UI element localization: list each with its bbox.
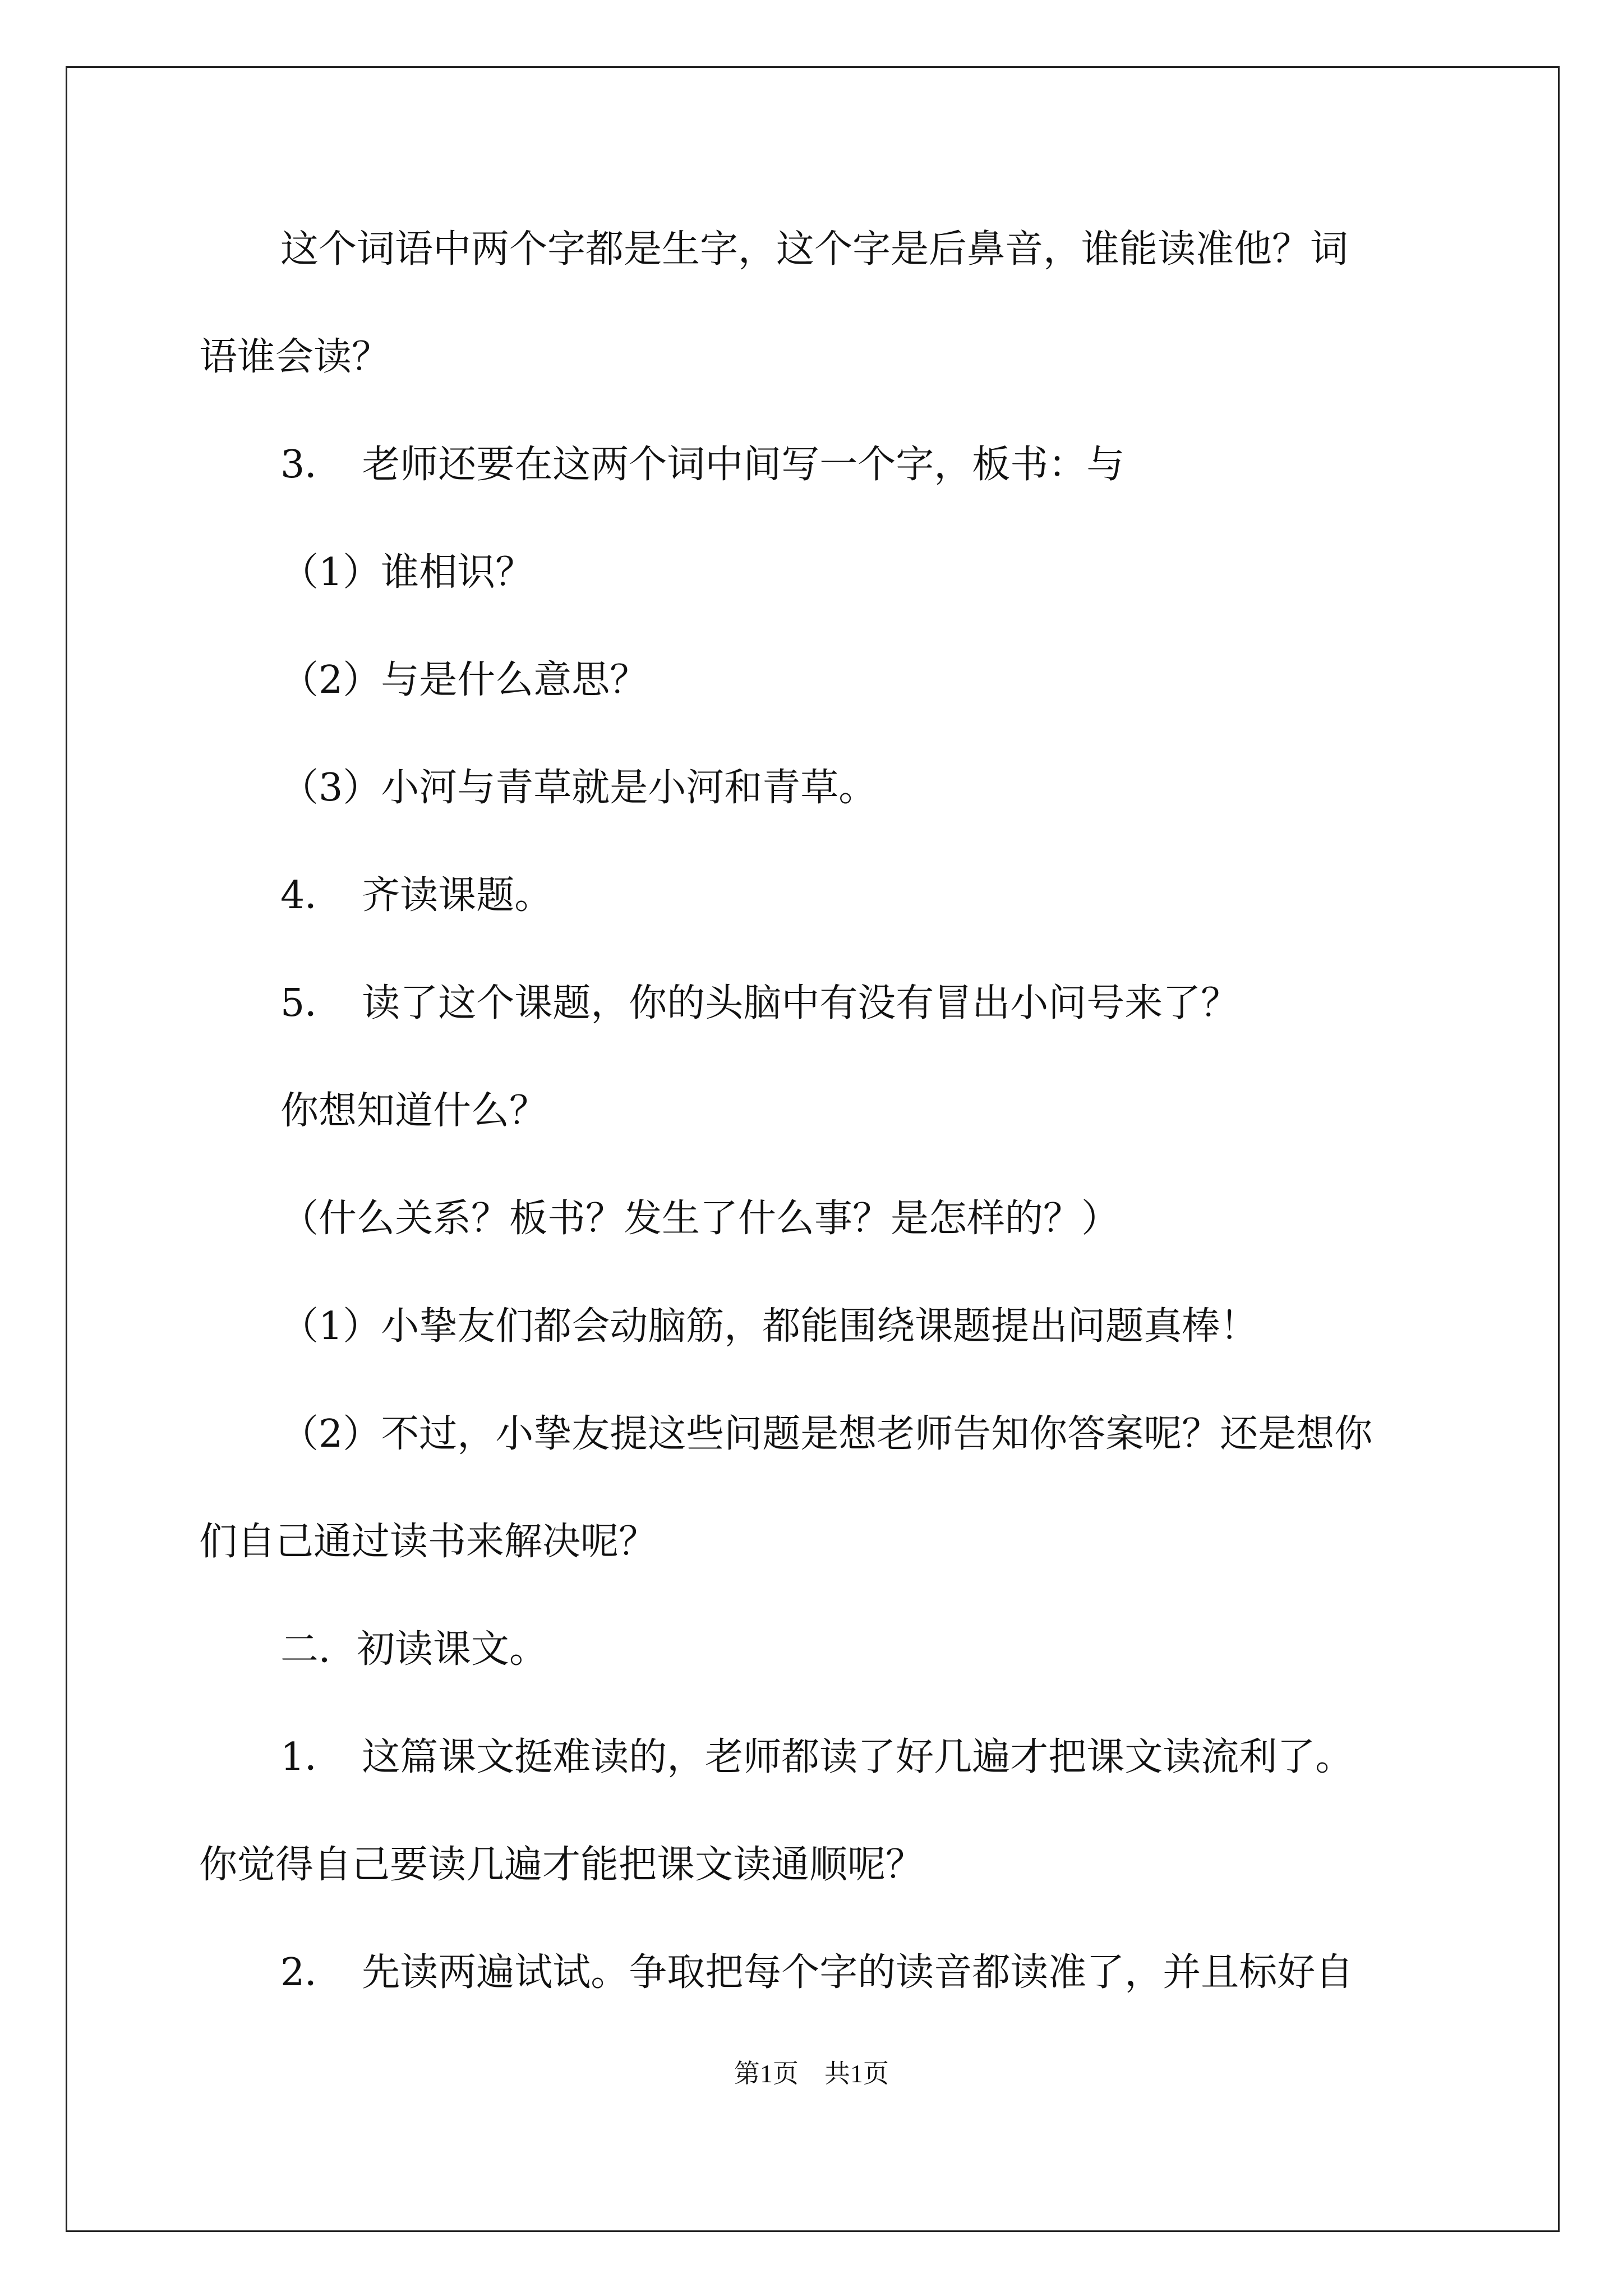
page-border	[66, 66, 1560, 2232]
paragraph-line: 二．初读课文。	[280, 1627, 548, 1672]
paragraph-line: 你觉得自己要读几遍才能把课文读通顺呢？	[199, 1843, 924, 1887]
paragraph-line: 3． 老师还要在这两个词中间写一个字，板书：与	[280, 443, 1125, 487]
paragraph-line: （2）与是什么意思？	[280, 658, 648, 702]
paragraph-line: 语谁会读？	[199, 335, 390, 379]
page-number-footer: 第1页 共1页	[734, 2059, 889, 2088]
paragraph-line: 2． 先读两遍试试。争取把每个字的读音都读准了，并且标好自	[280, 1950, 1354, 1995]
paragraph-line: 这个词语中两个字都是生字，这个字是后鼻音，谁能读准他？词	[280, 227, 1349, 272]
paragraph-line: （什么关系？板书？发生了什么事？是怎样的？）	[280, 1197, 1120, 1241]
paragraph-line: 们自己通过读书来解决呢？	[199, 1520, 657, 1564]
paragraph-line: 1． 这篇课文挺难读的，老师都读了好几遍才把课文读流利了。	[280, 1735, 1354, 1779]
paragraph-line: （1）谁相识？	[280, 550, 534, 595]
paragraph-line: 4． 齐读课题。	[280, 873, 553, 918]
paragraph-line: （3）小河与青草就是小河和青草。	[280, 766, 877, 810]
paragraph-line: （1）小挚友们都会动脑筋，都能围绕课题提出问题真棒！	[280, 1304, 1258, 1349]
paragraph-line: （2）不过，小挚友提这些问题是想老师告知你答案呢？还是想你	[280, 1412, 1373, 1456]
paragraph-line: 你想知道什么？	[280, 1089, 548, 1133]
paragraph-line: 5． 读了这个课题，你的头脑中有没有冒出小问号来了？	[280, 981, 1239, 1025]
